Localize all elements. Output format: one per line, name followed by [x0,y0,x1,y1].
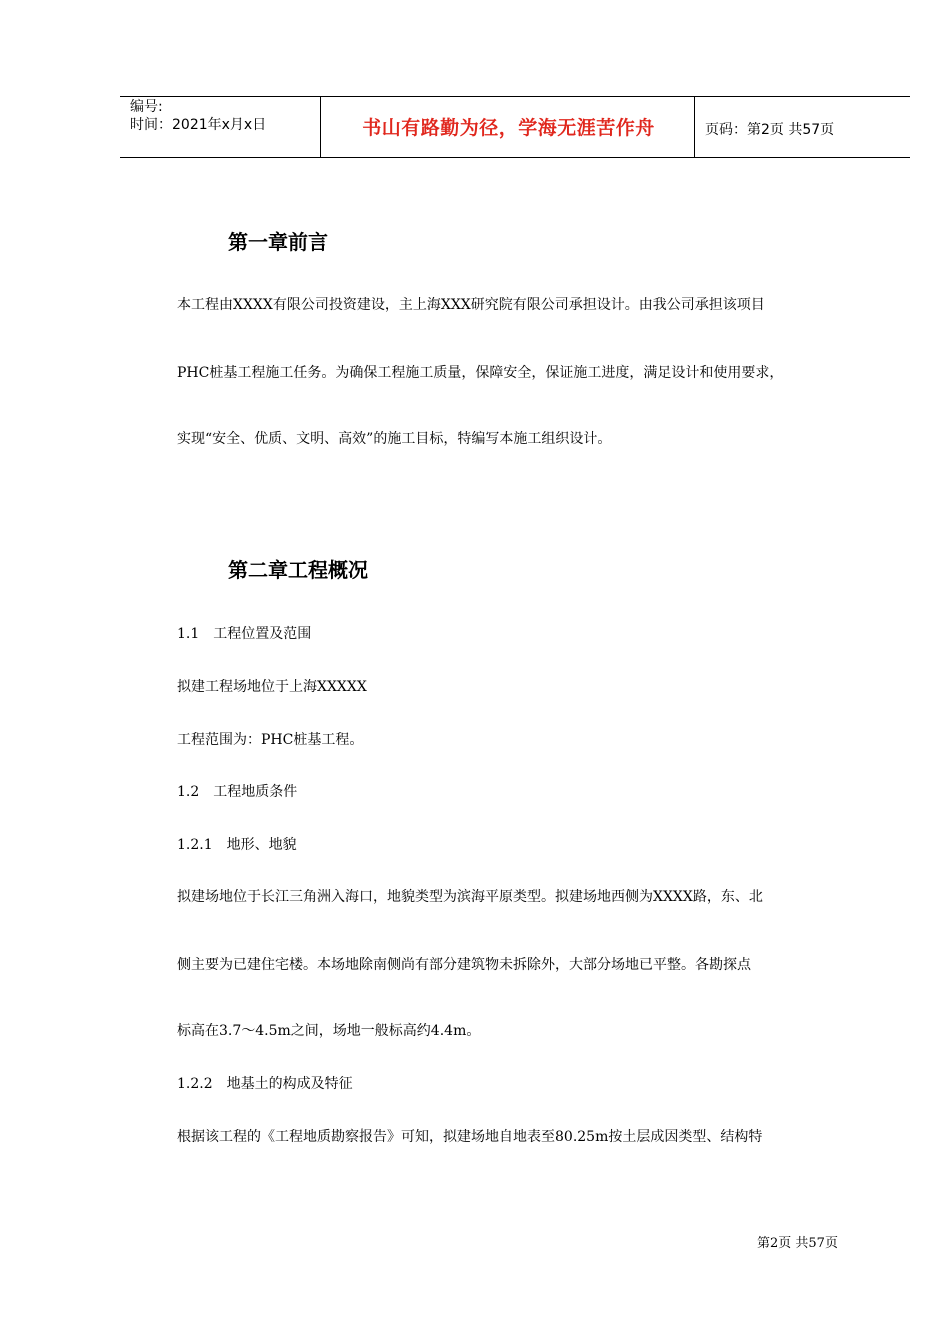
paragraph-line: 工程范围为：PHC桩基工程。 [177,732,364,748]
footer-page-info: 第2页 共57页 [757,1236,838,1251]
section-heading: 1.2.2 地基土的构成及特征 [177,1076,353,1092]
paragraph-line: 侧主要为已建住宅楼。本场地除南侧尚有部分建筑物未拆除外，大部分场地已平整。各勘探点 [177,957,751,973]
chapter-2-title: 第二章工程概况 [228,558,368,582]
chapter-1-title: 第一章前言 [228,230,328,254]
section-heading: 1.2 工程地质条件 [177,784,298,800]
header-page-info: 页码：第2页 共57页 [705,122,835,138]
paragraph-line: 标高在3.7～4.5m之间，场地一般标高约4.4m。 [177,1023,481,1039]
header-divider [320,97,321,157]
section-heading: 1.2.1 地形、地貌 [177,837,297,853]
section-heading: 1.1 工程位置及范围 [177,626,312,642]
header-table [120,96,910,158]
paragraph-line: 根据该工程的《工程地质勘察报告》可知，拟建场地自地表至80.25m按土层成因类型、结构特 [177,1129,763,1145]
time-label: 时间：2021年x月x日 [130,117,267,133]
number-label: 编号: [130,99,163,115]
paragraph-line: 实现“安全、优质、文明、高效”的施工目标，特编写本施工组织设计。 [177,431,612,447]
paragraph-line: 拟建工程场地位于上海XXXXX [177,679,367,695]
paragraph-line: PHC桩基工程施工任务。为确保工程施工质量，保障安全，保证施工进度，满足设计和使用要求， [177,365,784,381]
paragraph-line: 拟建场地位于长江三角洲入海口，地貌类型为滨海平原类型。拟建场地西侧为XXXX路，东、北 [177,889,763,905]
paragraph-line: 本工程由XXXX有限公司投资建设，主上海XXX研究院有限公司承担设计。由我公司承担该项目 [177,297,765,313]
motto: 书山有路勤为径，学海无涯苦作舟 [362,117,655,139]
